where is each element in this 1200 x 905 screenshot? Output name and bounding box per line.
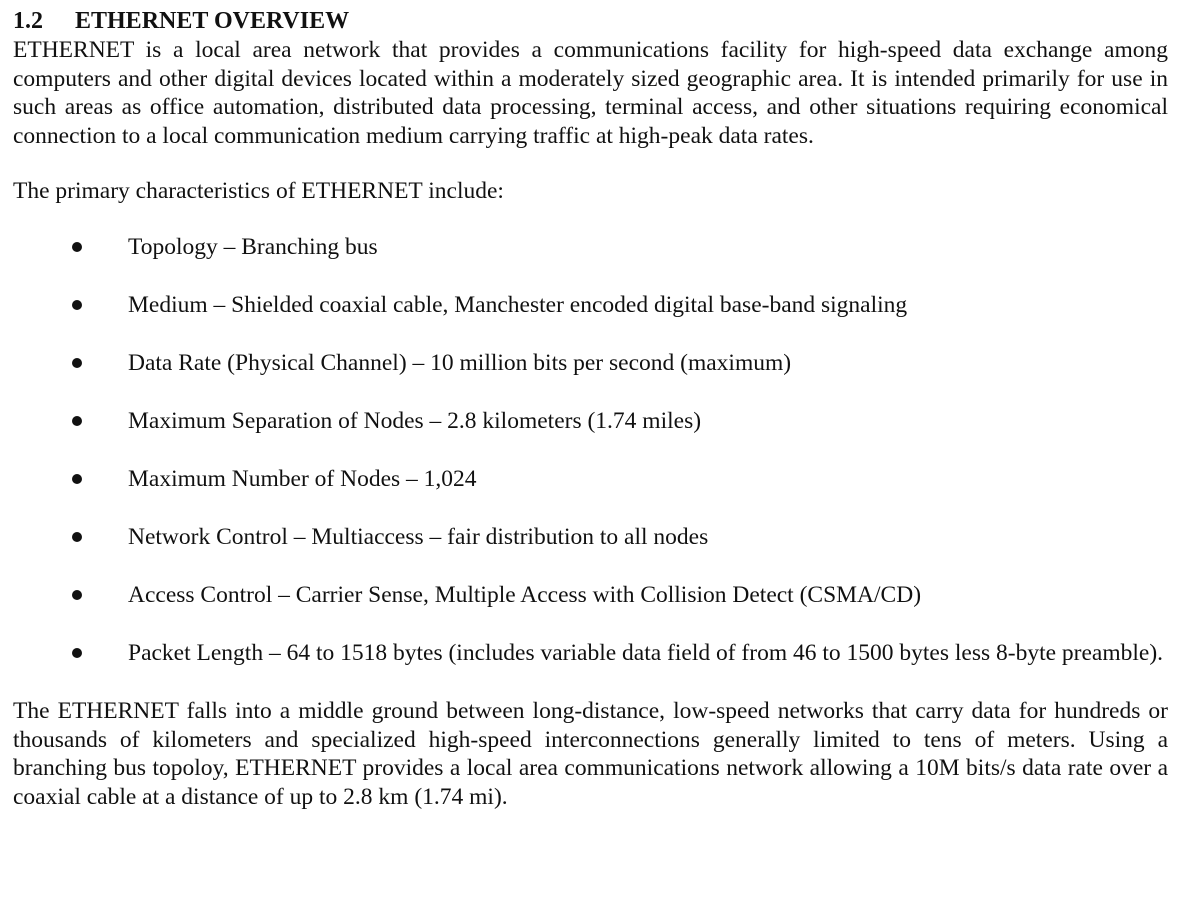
list-item-text: Medium – Shielded coaxial cable, Manchester encoded digital base-band signaling — [128, 291, 908, 318]
list-item — [13, 407, 1168, 436]
list-item — [13, 233, 1168, 262]
document-page — [13, 6, 1168, 811]
section-number: 1.2 — [13, 8, 43, 34]
bullet-icon — [72, 358, 82, 368]
bullet-icon — [72, 416, 82, 426]
list-item-text: Access Control – Carrier Sense, Multiple Access with Collision Detect (CSMA/CD) — [128, 581, 922, 608]
list-item-text: Maximum Number of Nodes – 1,024 — [128, 465, 477, 492]
list-item — [13, 639, 1168, 668]
bullet-icon — [72, 590, 82, 600]
intro-paragraph: ETHERNET is a local area network that provides a communications facility for high-speed data exchange among computers and other digital devices located within a moderately sized geographic area. It is intended primarily for use in such areas as office automation, distributed data processing, terminal access, and other situations requiring economical connection to a local communication medium carrying traffic at high-peak data rates. — [13, 37, 1168, 149]
section-heading — [13, 6, 1168, 36]
bullet-icon — [72, 648, 82, 658]
list-item — [13, 523, 1168, 552]
characteristics-list — [13, 233, 1168, 668]
list-item-text: Topology – Branching bus — [128, 233, 378, 260]
bullet-icon — [72, 474, 82, 484]
bullet-icon — [72, 300, 82, 310]
list-item — [13, 581, 1168, 610]
list-item-text: Network Control – Multiaccess – fair distribution to all nodes — [128, 523, 709, 550]
list-item-text: Packet Length – 64 to 1518 bytes (includes variable data field of from 46 to 1500 bytes less 8-byte preamble). — [128, 639, 1164, 666]
closing-paragraph: The ETHERNET falls into a middle ground between long-distance, low-speed networks that carry data for hundreds or thousands of kilometers and specialized high-speed interconnections generally limited to tens of meters. Using a branching bus topoloy, ETHERNET provides a local area communications network allowing a 10M bits/s data rate over a coaxial cable at a distance of up to 2.8 km (1.74 mi). — [13, 698, 1168, 810]
list-item — [13, 291, 1168, 320]
list-item — [13, 465, 1168, 494]
bullet-icon — [72, 532, 82, 542]
list-item-text: Maximum Separation of Nodes – 2.8 kilometers (1.74 miles) — [128, 407, 702, 434]
list-item — [13, 349, 1168, 378]
list-item-text: Data Rate (Physical Channel) – 10 million bits per second (maximum) — [128, 349, 792, 376]
section-title: ETHERNET OVERVIEW — [75, 8, 350, 34]
bullet-icon — [72, 242, 82, 252]
characteristics-lead: The primary characteristics of ETHERNET include: — [13, 178, 504, 204]
